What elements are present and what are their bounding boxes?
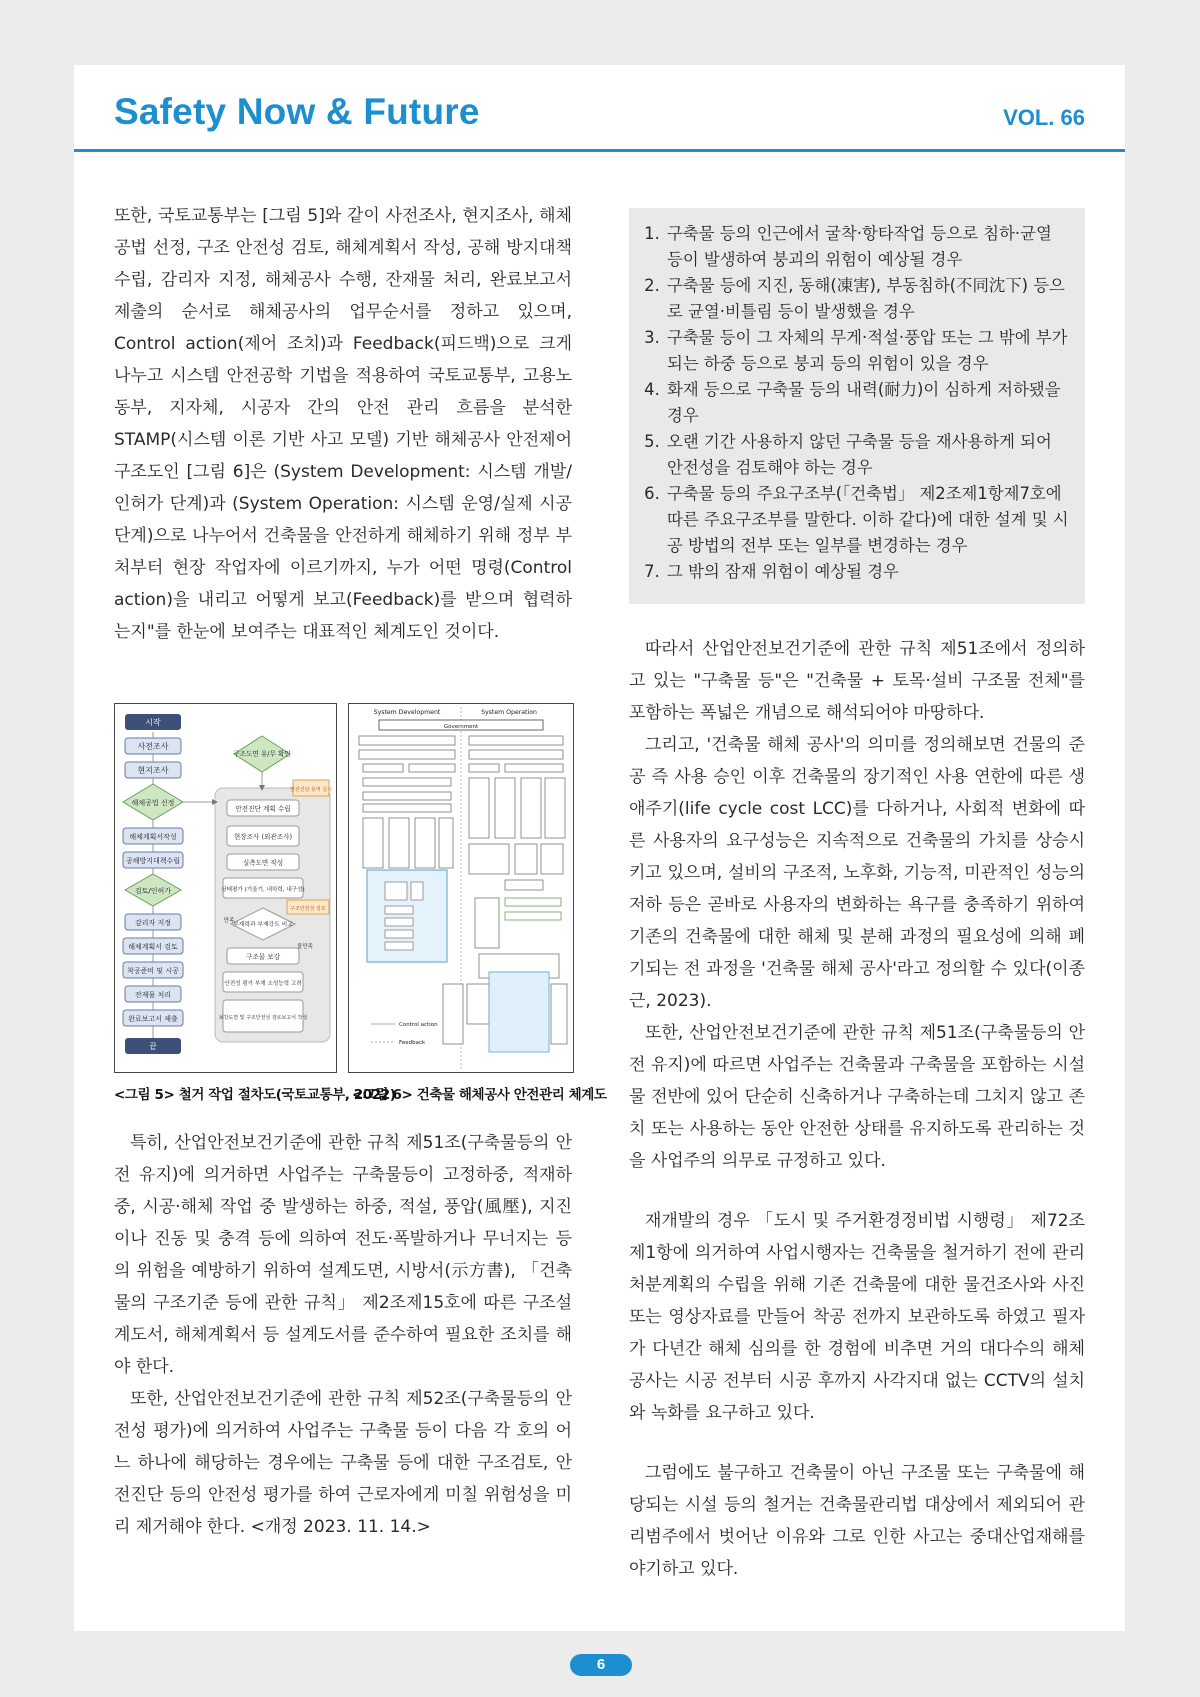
left-column-top <box>114 200 572 648</box>
figure-6-safety-structure <box>348 703 574 1073</box>
svg-text:구조안전성 검토: 구조안전성 검토 <box>290 906 326 912</box>
svg-text:해체계획서 검토: 해체계획서 검토 <box>128 943 178 951</box>
svg-text:만족: 만족 <box>223 918 235 924</box>
list-item: 6. 구축물 등의 주요구조부(「건축법」 제2조제1항제7호에 따른 주요구조부를 말한다. 이하 같다)에 대한 설계 및 시공 방법의 전부 또는 일부를 변경하는 경우 <box>665 481 1069 559</box>
svg-text:감리자 지정: 감리자 지정 <box>134 919 172 927</box>
svg-text:검토/인허가: 검토/인허가 <box>134 887 172 895</box>
svg-text:System Operation: System Operation <box>481 709 537 716</box>
svg-text:부재력과 부재강도 비교: 부재력과 부재강도 비교 <box>233 922 293 928</box>
svg-text:해체공법 선정: 해체공법 선정 <box>131 799 175 807</box>
figure-5-flowchart <box>114 703 337 1073</box>
svg-text:보강도면 및 구조안전성 검토보고서 작성: 보강도면 및 구조안전성 검토보고서 작성 <box>218 1015 308 1021</box>
list-item: 7. 그 밖의 잠재 위험이 예상될 경우 <box>665 559 1069 585</box>
svg-text:구조도면 유/무 확인: 구조도면 유/무 확인 <box>233 750 291 758</box>
svg-text:구조물 보강: 구조물 보강 <box>246 953 280 961</box>
paragraph: 그럼에도 불구하고 건축물이 아닌 구조물 또는 구축물에 해당되는 시설 등의 철거는 건축물관리법 대상에서 제외되어 관리범주에서 벗어난 이유와 그로 인한 사고는 중대산업재해를 야기하고 있다. <box>629 1463 1085 1579</box>
fig5-svg <box>115 704 336 1072</box>
right-column-text <box>629 633 1085 1585</box>
svg-text:Control action: Control action <box>399 1022 438 1028</box>
svg-text:사전조사: 사전조사 <box>137 742 169 751</box>
list-item: 5. 오랜 기간 사용하지 않던 구축물 등을 재사용하게 되어 안전성을 검토해야 하는 경우 <box>665 429 1069 481</box>
list-item: 4. 화재 등으로 구축물 등의 내력(耐力)이 심하게 저하됐을 경우 <box>665 377 1069 429</box>
svg-text:해체계획서작성: 해체계획서작성 <box>129 833 177 841</box>
svg-text:안전진단 계획 수립: 안전진단 계획 수립 <box>235 805 291 813</box>
numbered-list <box>629 208 1085 585</box>
figure-5-caption: <그림 5> 철거 작업 절차도(국토교통부, 2022) <box>114 1087 396 1103</box>
svg-text:System Development: System Development <box>373 709 441 716</box>
svg-text:안전성 평가 부재 소성능력 고려: 안전성 평가 부재 소성능력 고려 <box>224 981 302 987</box>
list-item: 3. 구축물 등이 그 자체의 무게·적설·풍압 또는 그 밖에 부가되는 하중 등으로 붕괴 등의 위험이 있을 경우 <box>665 325 1069 377</box>
svg-text:완료보고서 제출: 완료보고서 제출 <box>128 1015 178 1023</box>
paragraph: 또한, 산업안전보건기준에 관한 규칙 제51조(구축물등의 안전 유지)에 따르면 사업주는 건축물과 구축물을 포함하는 시설물 전반에 있어 단순히 신축하거나 구축하는데 그치지 않고 존치 또는 사용하는 동안 안전한 상태를 유지하도록 관리하는 것을 사업주의 의무로 규정하고 있다. <box>629 1023 1085 1171</box>
svg-text:현장조사 (외관조사): 현장조사 (외관조사) <box>233 833 293 841</box>
page-number: 6 <box>570 1654 632 1676</box>
paragraph: 또한, 국토교통부는 [그림 5]와 같이 사전조사, 현지조사, 해체공법 선정, 구조 안전성 검토, 해체계획서 작성, 공해 방지대책 수립, 감리자 지정, 해체공사 수행, 잔재물 처리, 완료보고서 제출의 순서로 해체공사의 업무순서를 정하고 있으며, Control action(제어 조치)과 Feedback(피드백)으로 크게 나누고 시스템 안전공학 기법을 적용하여 국토교통부, 고용노동부, 지자체, 시공자 간의 안전 관리 흐름을 분석한 STAMP(시스템 이론 기반 사고 모델) 기반 해체공사 안전제어 구조도인 [그림 6]은 (System Development: 시스템 개발/인허가 단계)과 (System Operation: 시스템 운영/실제 시공 단계)으로 나누어서 건축물을 안전하게 해체하기 위해 정부 부처부터 현장 작업자에 이르기까지, 누가 어떤 명령(Control action)을 내리고 어떻게 보고(Feedback)를 받으며 협력하는지"를 한눈에 보여주는 대표적인 체계도인 것이다. <box>114 206 572 642</box>
svg-text:안전진단 용역 실시: 안전진단 용역 실시 <box>290 787 332 793</box>
header-divider <box>74 149 1125 152</box>
svg-text:Government: Government <box>443 724 479 730</box>
svg-text:현지조사: 현지조사 <box>137 766 169 775</box>
paragraph: 또한, 산업안전보건기준에 관한 규칙 제52조(구축물등의 안전성 평가)에 의거하여 사업주는 구축물 등이 다음 각 호의 어느 하나에 해당하는 경우에는 구축물 등에 대한 구조검토, 안전진단 등의 안전성 평가를 하여 근로자에게 미칠 위험성을 미리 제거해야 한다. <개정 2023. 11. 14.> <box>114 1389 572 1537</box>
paragraph: 재개발의 경우 「도시 및 주거환경정비법 시행령」 제72조 제1항에 의거하여 사업시행자는 건축물을 철거하기 전에 관리처분계획의 수립을 위해 기존 건축물에 대한 물건조사와 사진 또는 영상자료를 만들어 착공 전까지 보관하도록 하였고 필자가 다년간 해체 심의를 한 경험에 비추면 거의 대다수의 해체 공사는 시공 전부터 시공 후까지 사각지대 없는 CCTV의 설치와 녹화를 요구하고 있다. <box>629 1211 1085 1423</box>
fig5-start-label: 시작 <box>145 718 161 727</box>
paragraph: 그리고, '건축물 해체 공사'의 의미를 정의해보면 건물의 준공 즉 사용 승인 이후 건축물의 장기적인 사용 연한에 따른 생애주기(life cycle cost LCC)를 다하거나, 사회적 변화에 따른 사용자의 요구성능은 지속적으로 건축물의 가치를 상승시키고 있으며, 설비의 구조적, 노후화, 기능적, 미관적인 성능의 저하 등은 곧바로 사용자의 변화하는 욕구를 충족하기 위하여 기존의 건축물에 대한 해체 및 분해 과정의 필요성에 의해 폐기되는 전 과정을 '건축물 해체 공사'라고 정의할 수 있다(이종근, 2023). <box>629 735 1085 1011</box>
svg-text:Feedback: Feedback <box>399 1040 426 1046</box>
svg-text:불만족: 불만족 <box>297 944 313 950</box>
svg-text:실측도면 작성: 실측도면 작성 <box>242 859 284 867</box>
list-item: 1. 구축물 등의 인근에서 굴착·항타작업 등으로 침하·균열 등이 발생하여 붕괴의 위험이 예상될 경우 <box>665 221 1069 273</box>
svg-text:잔재물 처리: 잔재물 처리 <box>134 991 172 999</box>
svg-text:공해방지대책수립: 공해방지대책수립 <box>125 857 181 865</box>
magazine-title: Safety Now & Future <box>114 91 480 132</box>
list-item: 2. 구축물 등에 지진, 동해(凍害), 부동침하(不同沈下) 등으로 균열·비틀림 등이 발생했을 경우 <box>665 273 1069 325</box>
left-column-bottom <box>114 1127 572 1543</box>
svg-text:상태평가 (기울기, 내하력, 내구성): 상태평가 (기울기, 내하력, 내구성) <box>221 887 305 893</box>
figure-6-caption: <그림 6> 건축물 해체공사 안전관리 체계도 <box>352 1087 607 1103</box>
article-52-list-box <box>629 208 1085 604</box>
paragraph: 특히, 산업안전보건기준에 관한 규칙 제51조(구축물등의 안전 유지)에 의거하면 사업주는 구축물등이 고정하중, 적재하중, 시공·해체 작업 중 발생하는 하중, 적설, 풍압(風壓), 지진이나 진동 및 충격 등에 의하여 전도·폭발하거나 무너지는 등의 위험을 예방하기 위하여 설계도면, 시방서(示方書), 「건축물의 구조기준 등에 관한 규칙」 제2조제15호에 따른 구조설계도서, 해체계획서 등 설계도서를 준수하여 필요한 조치를 해야 한다. <box>114 1133 572 1377</box>
paragraph: 따라서 산업안전보건기준에 관한 규칙 제51조에서 정의하고 있는 "구축물 등"은 "건축물 + 토목·설비 구조물 전체"를 포함하는 폭넓은 개념으로 해석되어야 마땅하다. <box>629 639 1085 723</box>
volume-label: VOL. 66 <box>1003 105 1085 130</box>
fig5-end-label: 끝 <box>149 1042 157 1051</box>
svg-text:착공준비 및 시공: 착공준비 및 시공 <box>127 967 179 975</box>
fig6-svg <box>349 704 573 1072</box>
page <box>74 65 1125 1631</box>
